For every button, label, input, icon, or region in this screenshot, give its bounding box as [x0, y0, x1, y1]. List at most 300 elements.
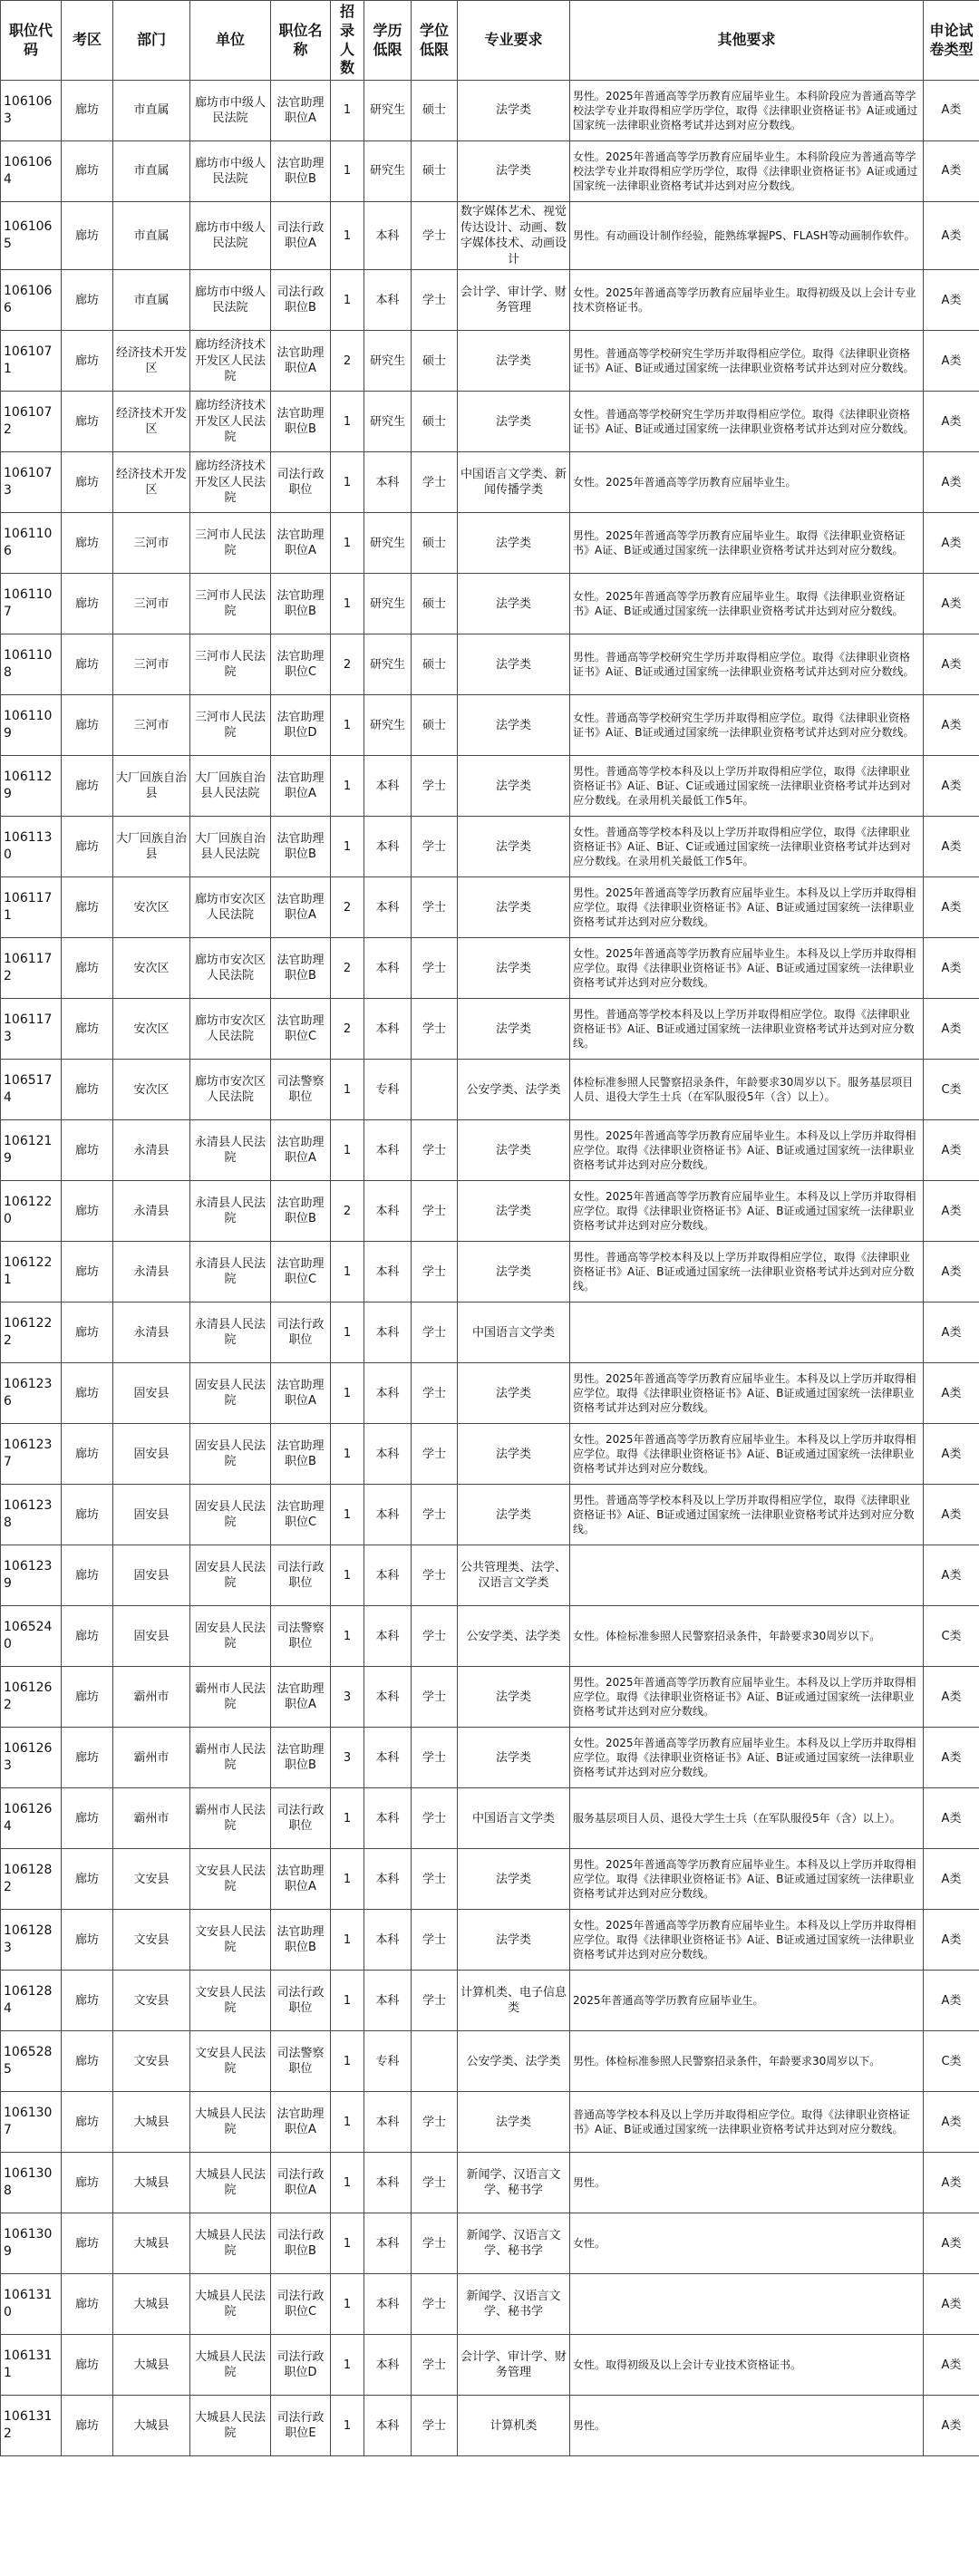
cell-unit: 大城县人民法院 [190, 2396, 271, 2456]
table-row [1, 1181, 979, 1242]
cell-unit: 文安县人民法院 [190, 1971, 271, 2031]
cell-position-code: 1061262 [1, 1667, 62, 1728]
cell-position-name: 司法行政职位 [271, 452, 331, 513]
cell-other-requirement: 女性。普通高等学校研究生学历并取得相应学位。取得《法律职业资格证书》A证、B证或通过国家统一法律职业资格考试并达到对应分数线。 [570, 392, 924, 452]
cell-degree-min: 学士 [412, 2335, 458, 2396]
cell-education-min: 本科 [364, 202, 412, 270]
cell-hire-count: 1 [331, 1363, 364, 1424]
cell-unit: 三河市人民法院 [190, 634, 271, 695]
cell-degree-min [412, 2031, 458, 2092]
cell-exam-area: 廊坊 [62, 81, 113, 141]
cell-degree-min: 硕士 [412, 392, 458, 452]
cell-unit: 三河市人民法院 [190, 574, 271, 634]
cell-education-min: 本科 [364, 938, 412, 999]
table-row [1, 2092, 979, 2153]
cell-unit: 文安县人民法院 [190, 2031, 271, 2092]
cell-hire-count: 3 [331, 1667, 364, 1728]
cell-major-requirement: 新闻学、汉语言文学、秘书学 [458, 2213, 570, 2274]
cell-exam-area: 廊坊 [62, 574, 113, 634]
cell-education-min: 研究生 [364, 331, 412, 392]
cell-hire-count: 1 [331, 817, 364, 877]
cell-major-requirement: 法学类 [458, 756, 570, 817]
cell-exam-area: 廊坊 [62, 1485, 113, 1545]
cell-hire-count: 1 [331, 2031, 364, 2092]
table-row [1, 1424, 979, 1485]
cell-essay-paper-type: C类 [924, 1606, 979, 1667]
cell-department: 文安县 [113, 1910, 190, 1971]
cell-major-requirement: 公安学类、法学类 [458, 1060, 570, 1120]
cell-degree-min: 学士 [412, 2396, 458, 2456]
cell-education-min: 专科 [364, 1060, 412, 1120]
cell-exam-area: 廊坊 [62, 1424, 113, 1485]
cell-position-name: 法官助理职位A [271, 331, 331, 392]
cell-hire-count: 2 [331, 877, 364, 938]
cell-degree-min: 学士 [412, 2213, 458, 2274]
cell-degree-min: 学士 [412, 1181, 458, 1242]
cell-degree-min: 学士 [412, 1910, 458, 1971]
cell-department: 大城县 [113, 2153, 190, 2213]
cell-exam-area: 廊坊 [62, 141, 113, 202]
cell-hire-count: 1 [331, 1910, 364, 1971]
cell-position-name: 法官助理职位A [271, 1849, 331, 1910]
cell-essay-paper-type: A类 [924, 1667, 979, 1728]
cell-other-requirement: 男性。2025年普通高等学历教育应届毕业生。本科及以上学历并取得相应学位。取得《法律职业资格证书》A证、B证或通过国家统一法律职业资格考试并达到对应分数线。 [570, 1120, 924, 1181]
cell-education-min: 研究生 [364, 141, 412, 202]
table-header [1, 1, 979, 81]
cell-degree-min: 学士 [412, 2092, 458, 2153]
cell-position-name: 法官助理职位C [271, 999, 331, 1060]
cell-exam-area: 廊坊 [62, 1606, 113, 1667]
cell-unit: 廊坊市安次区人民法院 [190, 1060, 271, 1120]
cell-other-requirement: 男性。2025年普通高等学历教育应届毕业生。取得《法律职业资格证书》A证、B证或通过国家统一法律职业资格考试并达到对应分数线。 [570, 513, 924, 574]
cell-education-min: 本科 [364, 2335, 412, 2396]
cell-hire-count: 1 [331, 2213, 364, 2274]
cell-unit: 永清县人民法院 [190, 1181, 271, 1242]
table-row [1, 1788, 979, 1849]
cell-major-requirement: 新闻学、汉语言文学、秘书学 [458, 2153, 570, 2213]
cell-department: 三河市 [113, 574, 190, 634]
cell-education-min: 研究生 [364, 634, 412, 695]
cell-unit: 霸州市人民法院 [190, 1788, 271, 1849]
cell-exam-area: 廊坊 [62, 202, 113, 270]
cell-major-requirement: 公共管理类、法学、汉语言文学类 [458, 1545, 570, 1606]
cell-department: 永清县 [113, 1181, 190, 1242]
cell-unit: 廊坊经济技术开发区人民法院 [190, 392, 271, 452]
table-row [1, 331, 979, 392]
cell-unit: 永清县人民法院 [190, 1242, 271, 1303]
cell-essay-paper-type: A类 [924, 452, 979, 513]
cell-degree-min: 学士 [412, 1120, 458, 1181]
cell-major-requirement: 计算机类 [458, 2396, 570, 2456]
cell-hire-count: 1 [331, 1303, 364, 1363]
cell-exam-area: 廊坊 [62, 270, 113, 331]
table-row [1, 2335, 979, 2396]
cell-unit: 固安县人民法院 [190, 1363, 271, 1424]
cell-position-code: 1061238 [1, 1485, 62, 1545]
table-row [1, 2396, 979, 2456]
column-header-department: 部门 [113, 1, 190, 81]
cell-position-code: 1061311 [1, 2335, 62, 2396]
cell-exam-area: 廊坊 [62, 331, 113, 392]
cell-education-min: 本科 [364, 1606, 412, 1667]
column-header-exam-area: 考区 [62, 1, 113, 81]
cell-major-requirement: 法学类 [458, 695, 570, 756]
cell-department: 安次区 [113, 938, 190, 999]
cell-position-name: 法官助理职位B [271, 1728, 331, 1788]
cell-degree-min: 学士 [412, 1303, 458, 1363]
cell-position-name: 司法行政职位B [271, 270, 331, 331]
cell-other-requirement: 女性。2025年普通高等学历教育应届毕业生。本科及以上学历并取得相应学位。取得《法律职业资格证书》A证、B证或通过国家统一法律职业资格考试并达到对应分数线。 [570, 1181, 924, 1242]
cell-exam-area: 廊坊 [62, 1667, 113, 1728]
column-header-position-code: 职位代码 [1, 1, 62, 81]
cell-exam-area: 廊坊 [62, 2396, 113, 2456]
cell-hire-count: 1 [331, 1545, 364, 1606]
cell-essay-paper-type: A类 [924, 1545, 979, 1606]
cell-degree-min: 学士 [412, 2274, 458, 2335]
cell-department: 市直属 [113, 202, 190, 270]
cell-unit: 廊坊市安次区人民法院 [190, 999, 271, 1060]
cell-department: 霸州市 [113, 1788, 190, 1849]
cell-position-code: 1061129 [1, 756, 62, 817]
cell-other-requirement: 女性。取得初级及以上会计专业技术资格证书。 [570, 2335, 924, 2396]
cell-other-requirement: 普通高等学校本科及以上学历并取得相应学位。取得《法律职业资格证书》A证、B证或通过国家统一法律职业资格考试并达到对应分数线。 [570, 2092, 924, 2153]
cell-essay-paper-type: A类 [924, 1242, 979, 1303]
cell-position-code: 1061172 [1, 938, 62, 999]
cell-education-min: 本科 [364, 1303, 412, 1363]
cell-department: 大城县 [113, 2335, 190, 2396]
cell-major-requirement: 会计学、审计学、财务管理 [458, 270, 570, 331]
cell-exam-area: 廊坊 [62, 2031, 113, 2092]
table-row [1, 1485, 979, 1545]
cell-position-code: 1061282 [1, 1849, 62, 1910]
table-row [1, 452, 979, 513]
table-row [1, 1728, 979, 1788]
cell-exam-area: 廊坊 [62, 1849, 113, 1910]
column-header-education-min: 学历低限 [364, 1, 412, 81]
cell-essay-paper-type: A类 [924, 1181, 979, 1242]
cell-position-code: 1065285 [1, 2031, 62, 2092]
table-row [1, 756, 979, 817]
cell-degree-min: 学士 [412, 1606, 458, 1667]
cell-position-code: 1061312 [1, 2396, 62, 2456]
cell-education-min: 本科 [364, 1788, 412, 1849]
cell-department: 市直属 [113, 141, 190, 202]
table-row [1, 877, 979, 938]
cell-unit: 固安县人民法院 [190, 1545, 271, 1606]
cell-major-requirement: 中国语言文学类、新闻传播学类 [458, 452, 570, 513]
column-header-essay-paper-type: 申论试卷类型 [924, 1, 979, 81]
cell-exam-area: 廊坊 [62, 2335, 113, 2396]
table-row [1, 2031, 979, 2092]
cell-exam-area: 廊坊 [62, 1363, 113, 1424]
cell-other-requirement: 男性。 [570, 2153, 924, 2213]
cell-hire-count: 1 [331, 452, 364, 513]
cell-essay-paper-type: A类 [924, 1424, 979, 1485]
table-row [1, 1242, 979, 1303]
cell-essay-paper-type: A类 [924, 756, 979, 817]
cell-other-requirement: 男性。体检标准参照人民警察招录条件，年龄要求30周岁以下。 [570, 2031, 924, 2092]
cell-other-requirement: 女性。2025年普通高等学历教育应届毕业生。取得《法律职业资格证书》A证、B证或通过国家统一法律职业资格考试并达到对应分数线。 [570, 574, 924, 634]
cell-position-code: 1061071 [1, 331, 62, 392]
cell-position-code: 1061284 [1, 1971, 62, 2031]
cell-education-min: 本科 [364, 270, 412, 331]
cell-department: 三河市 [113, 513, 190, 574]
cell-hire-count: 1 [331, 2335, 364, 2396]
cell-hire-count: 1 [331, 1971, 364, 2031]
cell-exam-area: 廊坊 [62, 1971, 113, 2031]
cell-unit: 廊坊经济技术开发区人民法院 [190, 331, 271, 392]
cell-essay-paper-type: A类 [924, 270, 979, 331]
cell-position-code: 1061239 [1, 1545, 62, 1606]
table-row [1, 938, 979, 999]
cell-education-min: 本科 [364, 1728, 412, 1788]
cell-position-name: 司法行政职位A [271, 2153, 331, 2213]
cell-position-code: 1061065 [1, 202, 62, 270]
cell-degree-min: 硕士 [412, 141, 458, 202]
cell-department: 安次区 [113, 1060, 190, 1120]
cell-other-requirement: 女性。2025年普通高等学历教育应届毕业生。 [570, 452, 924, 513]
cell-essay-paper-type: A类 [924, 141, 979, 202]
cell-hire-count: 1 [331, 270, 364, 331]
cell-position-name: 法官助理职位B [271, 817, 331, 877]
cell-essay-paper-type: A类 [924, 1910, 979, 1971]
cell-department: 固安县 [113, 1424, 190, 1485]
cell-education-min: 本科 [364, 1485, 412, 1545]
cell-degree-min: 学士 [412, 1424, 458, 1485]
cell-department: 大城县 [113, 2274, 190, 2335]
cell-department: 市直属 [113, 270, 190, 331]
cell-position-code: 1061063 [1, 81, 62, 141]
cell-degree-min: 学士 [412, 1242, 458, 1303]
cell-exam-area: 廊坊 [62, 817, 113, 877]
cell-position-name: 司法行政职位 [271, 1303, 331, 1363]
cell-education-min: 本科 [364, 1849, 412, 1910]
cell-department: 大城县 [113, 2092, 190, 2153]
cell-degree-min: 学士 [412, 1363, 458, 1424]
cell-major-requirement: 法学类 [458, 1667, 570, 1728]
cell-position-name: 法官助理职位C [271, 1242, 331, 1303]
cell-exam-area: 廊坊 [62, 999, 113, 1060]
cell-position-code: 1061064 [1, 141, 62, 202]
cell-essay-paper-type: A类 [924, 392, 979, 452]
cell-position-name: 法官助理职位A [271, 877, 331, 938]
cell-degree-min: 学士 [412, 202, 458, 270]
cell-major-requirement: 公安学类、法学类 [458, 1606, 570, 1667]
cell-degree-min: 学士 [412, 1971, 458, 2031]
cell-major-requirement: 法学类 [458, 1424, 570, 1485]
cell-major-requirement: 法学类 [458, 331, 570, 392]
cell-essay-paper-type: A类 [924, 2092, 979, 2153]
cell-degree-min: 学士 [412, 1667, 458, 1728]
cell-exam-area: 廊坊 [62, 452, 113, 513]
cell-exam-area: 廊坊 [62, 1728, 113, 1788]
cell-major-requirement: 法学类 [458, 1363, 570, 1424]
cell-position-name: 法官助理职位B [271, 1910, 331, 1971]
cell-hire-count: 2 [331, 938, 364, 999]
cell-hire-count: 1 [331, 1242, 364, 1303]
cell-education-min: 本科 [364, 2213, 412, 2274]
cell-degree-min: 学士 [412, 938, 458, 999]
cell-position-code: 1065240 [1, 1606, 62, 1667]
cell-essay-paper-type: A类 [924, 2274, 979, 2335]
table-row [1, 2153, 979, 2213]
cell-exam-area: 廊坊 [62, 2274, 113, 2335]
cell-exam-area: 廊坊 [62, 938, 113, 999]
cell-major-requirement: 法学类 [458, 1242, 570, 1303]
cell-position-code: 1061307 [1, 2092, 62, 2153]
table-row [1, 1363, 979, 1424]
cell-essay-paper-type: A类 [924, 1849, 979, 1910]
cell-major-requirement: 法学类 [458, 1181, 570, 1242]
table-row [1, 1545, 979, 1606]
cell-position-name: 法官助理职位B [271, 1424, 331, 1485]
cell-major-requirement: 法学类 [458, 634, 570, 695]
cell-position-code: 1061310 [1, 2274, 62, 2335]
cell-position-name: 法官助理职位A [271, 81, 331, 141]
cell-department: 安次区 [113, 877, 190, 938]
cell-department: 永清县 [113, 1242, 190, 1303]
cell-department: 固安县 [113, 1363, 190, 1424]
cell-position-name: 司法行政职位 [271, 1788, 331, 1849]
cell-degree-min: 学士 [412, 756, 458, 817]
table-row [1, 1849, 979, 1910]
cell-exam-area: 廊坊 [62, 1788, 113, 1849]
cell-education-min: 研究生 [364, 695, 412, 756]
cell-major-requirement: 法学类 [458, 574, 570, 634]
cell-major-requirement: 公安学类、法学类 [458, 2031, 570, 2092]
cell-degree-min: 硕士 [412, 513, 458, 574]
table-row [1, 392, 979, 452]
table-row [1, 202, 979, 270]
cell-exam-area: 廊坊 [62, 634, 113, 695]
cell-position-code: 1061220 [1, 1181, 62, 1242]
cell-unit: 廊坊市安次区人民法院 [190, 877, 271, 938]
cell-position-name: 司法行政职位 [271, 1971, 331, 2031]
cell-education-min: 本科 [364, 2396, 412, 2456]
cell-department: 三河市 [113, 695, 190, 756]
cell-major-requirement: 法学类 [458, 141, 570, 202]
cell-education-min: 本科 [364, 1363, 412, 1424]
cell-department: 文安县 [113, 1849, 190, 1910]
cell-unit: 廊坊市安次区人民法院 [190, 938, 271, 999]
cell-essay-paper-type: A类 [924, 513, 979, 574]
cell-other-requirement: 服务基层项目人员、退役大学生士兵（在军队服役5年（含）以上）。 [570, 1788, 924, 1849]
cell-exam-area: 廊坊 [62, 2213, 113, 2274]
cell-position-code: 1061109 [1, 695, 62, 756]
cell-essay-paper-type: A类 [924, 331, 979, 392]
cell-hire-count: 1 [331, 2153, 364, 2213]
cell-essay-paper-type: C类 [924, 2031, 979, 2092]
cell-education-min: 本科 [364, 2092, 412, 2153]
cell-degree-min: 学士 [412, 1485, 458, 1545]
cell-major-requirement: 法学类 [458, 1485, 570, 1545]
cell-position-name: 司法行政职位C [271, 2274, 331, 2335]
cell-department: 文安县 [113, 1971, 190, 2031]
cell-other-requirement: 女性。普通高等学校本科及以上学历并取得相应学位，取得《法律职业资格证书》A证、B证、C证或通过国家统一法律职业资格考试并达到对应分数线。在录用机关最低工作5年。 [570, 817, 924, 877]
cell-essay-paper-type: A类 [924, 938, 979, 999]
cell-essay-paper-type: A类 [924, 1363, 979, 1424]
cell-position-name: 司法警察职位 [271, 2031, 331, 2092]
cell-major-requirement: 新闻学、汉语言文学、秘书学 [458, 2274, 570, 2335]
cell-essay-paper-type: A类 [924, 2153, 979, 2213]
table-row [1, 270, 979, 331]
cell-unit: 永清县人民法院 [190, 1120, 271, 1181]
cell-other-requirement [570, 1303, 924, 1363]
table-row [1, 999, 979, 1060]
cell-essay-paper-type: A类 [924, 1971, 979, 2031]
cell-unit: 固安县人民法院 [190, 1424, 271, 1485]
table-row [1, 81, 979, 141]
table-row [1, 1971, 979, 2031]
cell-hire-count: 1 [331, 1120, 364, 1181]
cell-hire-count: 1 [331, 574, 364, 634]
column-header-hire-count: 招录人数 [331, 1, 364, 81]
cell-essay-paper-type: A类 [924, 1120, 979, 1181]
table-row [1, 695, 979, 756]
cell-hire-count: 2 [331, 1181, 364, 1242]
cell-unit: 大城县人民法院 [190, 2335, 271, 2396]
cell-unit: 大城县人民法院 [190, 2274, 271, 2335]
cell-education-min: 本科 [364, 999, 412, 1060]
cell-unit: 大厂回族自治县人民法院 [190, 817, 271, 877]
cell-other-requirement [570, 1545, 924, 1606]
cell-hire-count: 1 [331, 1849, 364, 1910]
cell-unit: 三河市人民法院 [190, 695, 271, 756]
cell-major-requirement: 法学类 [458, 999, 570, 1060]
cell-essay-paper-type: A类 [924, 634, 979, 695]
cell-education-min: 本科 [364, 877, 412, 938]
cell-department: 大厂回族自治县 [113, 817, 190, 877]
cell-unit: 大城县人民法院 [190, 2153, 271, 2213]
cell-degree-min: 学士 [412, 817, 458, 877]
cell-unit: 三河市人民法院 [190, 513, 271, 574]
cell-department: 霸州市 [113, 1728, 190, 1788]
table-row [1, 513, 979, 574]
cell-position-code: 1061264 [1, 1788, 62, 1849]
cell-essay-paper-type: C类 [924, 1060, 979, 1120]
cell-major-requirement: 法学类 [458, 392, 570, 452]
cell-degree-min: 学士 [412, 1545, 458, 1606]
cell-degree-min: 硕士 [412, 574, 458, 634]
cell-position-name: 法官助理职位B [271, 141, 331, 202]
column-header-position-name: 职位名称 [271, 1, 331, 81]
cell-major-requirement: 计算机类、电子信息类 [458, 1971, 570, 2031]
cell-essay-paper-type: A类 [924, 999, 979, 1060]
cell-position-code: 1061171 [1, 877, 62, 938]
cell-essay-paper-type: A类 [924, 1788, 979, 1849]
cell-other-requirement: 男性。普通高等学校本科及以上学历并取得相应学位，取得《法律职业资格证书》A证、B证或通过国家统一法律职业资格考试并达到对应分数线。 [570, 1242, 924, 1303]
cell-essay-paper-type: A类 [924, 1728, 979, 1788]
cell-position-code: 1061221 [1, 1242, 62, 1303]
cell-hire-count: 3 [331, 1728, 364, 1788]
table-row [1, 2213, 979, 2274]
cell-hire-count: 1 [331, 513, 364, 574]
cell-unit: 大城县人民法院 [190, 2092, 271, 2153]
cell-other-requirement: 体检标准参照人民警察招录条件，年龄要求30周岁以下。服务基层项目人员、退役大学生士兵（在军队服役5年（含）以上）。 [570, 1060, 924, 1120]
cell-position-code: 1061106 [1, 513, 62, 574]
cell-position-code: 1061237 [1, 1424, 62, 1485]
cell-degree-min: 学士 [412, 2153, 458, 2213]
cell-hire-count: 1 [331, 1485, 364, 1545]
cell-hire-count: 1 [331, 1424, 364, 1485]
cell-department: 三河市 [113, 634, 190, 695]
cell-education-min: 本科 [364, 1910, 412, 1971]
table-row [1, 1120, 979, 1181]
cell-education-min: 研究生 [364, 392, 412, 452]
table-row [1, 2274, 979, 2335]
cell-major-requirement: 法学类 [458, 513, 570, 574]
cell-exam-area: 廊坊 [62, 1181, 113, 1242]
